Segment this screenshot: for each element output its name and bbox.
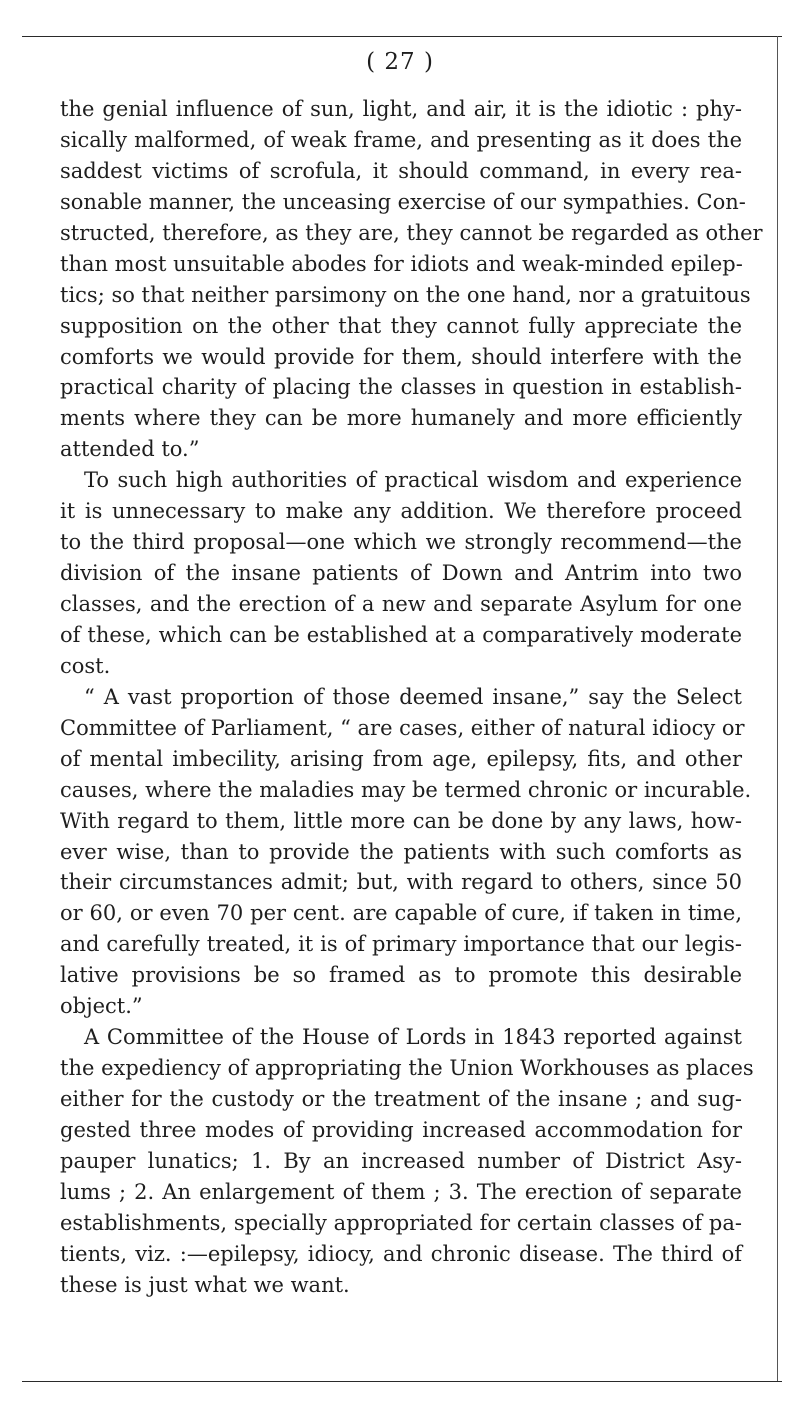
text-line: sically malformed, of weak frame, and presenting as it does the: [60, 127, 742, 152]
text-line: cost.: [60, 653, 111, 678]
text-line: object.”: [60, 994, 143, 1019]
text-line: To such high authorities of practical wisdom and experience: [84, 468, 742, 493]
text-line: lums ; 2. An enlargement of them ; 3. The erection of separate: [60, 1179, 742, 1204]
text-line: of these, which can be established at a comparatively moderate: [60, 622, 742, 647]
text-line: Committee of Parliament, “ are cases, either of natural idiocy or: [60, 715, 745, 740]
text-line: division of the insane patients of Down and Antrim into two: [60, 561, 742, 586]
text-line: attended to.”: [60, 437, 200, 462]
text-line: these is just what we want.: [60, 1272, 350, 1297]
text-line: to the third proposal—one which we strongly recommend—the: [60, 530, 742, 555]
text-line: With regard to them, little more can be done by any laws, how-: [60, 808, 742, 833]
text-line: comforts we would provide for them, should interfere with the: [60, 344, 742, 369]
text-line: saddest victims of scrofula, it should command, in every rea-: [60, 158, 742, 183]
text-line: and carefully treated, it is of primary importance that our legis-: [60, 932, 742, 957]
body-text: [60, 94, 763, 1301]
text-line: the genial influence of sun, light, and air, it is the idiotic : phy-: [60, 97, 742, 121]
bottom-border-rule: [22, 1381, 782, 1382]
text-line: practical charity of placing the classes in question in establish-: [60, 375, 742, 400]
text-line: pauper lunatics; 1. By an increased number of District Asy-: [60, 1148, 742, 1173]
text-line: or 60, or even 70 per cent. are capable of cure, if taken in time,: [60, 901, 742, 926]
text-line: either for the custody or the treatment of the insane ; and sug-: [60, 1087, 742, 1111]
text-line: the expediency of appropriating the Union Workhouses as places: [60, 1056, 754, 1081]
text-line: tics; so that neither parsimony on the one hand, nor a gratuitous: [60, 282, 751, 307]
top-border-rule: [22, 36, 782, 37]
text-line: classes, and the erection of a new and separate Asylum for one: [60, 592, 742, 616]
text-line: structed, therefore, as they are, they cannot be regarded as other: [60, 220, 763, 245]
text-line: supposition on the other that they cannot fully appreciate the: [60, 313, 742, 338]
page-number: ( 27 ): [366, 49, 434, 75]
text-line: gested three modes of providing increased accommodation for: [60, 1117, 742, 1142]
text-line: ever wise, than to provide the patients with such comforts as: [60, 839, 742, 864]
text-line: sonable manner, the unceasing exercise of our sympathies. Con-: [60, 189, 746, 214]
text-line: causes, where the maladies may be termed chronic or incurable.: [60, 777, 752, 802]
text-line: their circumstances admit; but, with regard to others, since 50: [60, 870, 742, 895]
text-line: tients, viz. :—epilepsy, idiocy, and chronic disease. The third of: [60, 1241, 742, 1266]
text-line: ments where they can be more humanely and more efficiently: [60, 406, 742, 431]
text-line: than most unsuitable abodes for idiots and weak-minded epilep-: [60, 251, 743, 276]
text-line: lative provisions be so framed as to promote this desirable: [60, 963, 742, 988]
text-line: A Committee of the House of Lords in 1843 reported against: [84, 1025, 742, 1050]
text-line: it is unnecessary to make any addition. We therefore proceed: [60, 499, 742, 524]
text-line: of mental imbecility, arising from age, epilepsy, fits, and other: [60, 746, 742, 771]
text-line: establishments, specially appropriated for certain classes of pa-: [60, 1210, 742, 1235]
text-line: “ A vast proportion of those deemed insane,” say the Select: [84, 684, 742, 709]
right-border-rule: [777, 36, 778, 1382]
